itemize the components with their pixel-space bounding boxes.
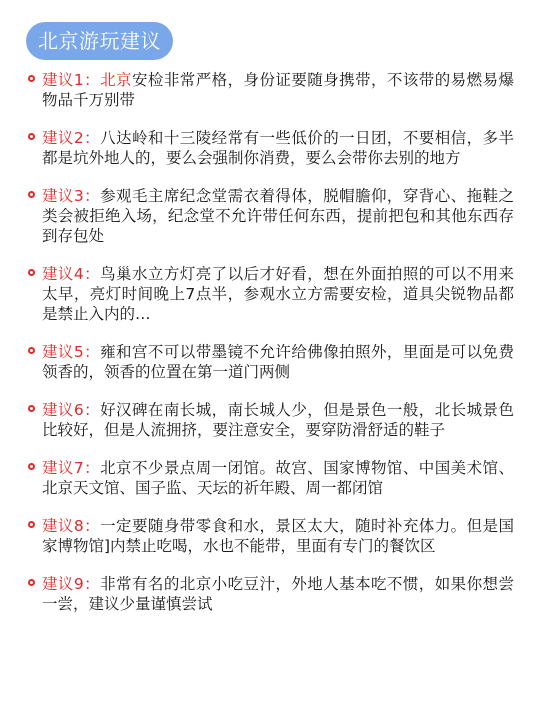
tip-label: 建议1： [42,71,101,89]
tip-text: 雍和宫不可以带墨镜不允许给佛像拍照外，里面是可以免费领香的，领香的位置在第一道门两侧 [42,343,514,381]
bullet-icon [28,405,35,412]
bullet-icon [28,521,35,528]
bullet-icon [28,347,35,354]
tip-label: 建议2： [42,129,101,147]
tip-label: 建议7： [42,459,101,477]
tip-2 [28,128,514,168]
tip-4 [28,264,514,324]
tip-1 [28,70,514,110]
tip-text: 非常有名的北京小吃豆汁，外地人基本吃不惯，如果你想尝一尝，建议少量谨慎尝试 [42,575,514,613]
bullet-icon [28,133,35,140]
tip-text: 一定要随身带零食和水，景区太大，随时补充体力。但是国家博物馆]内禁止吃喝，水也不能带，里面有专门的餐饮区 [42,517,514,555]
tip-6 [28,400,514,440]
tip-text: 参观毛主席纪念堂需衣着得体，脱帽膽仰，穿背心、拖鞋之类会被拒绝入场，纪念堂不允许带任何东西，提前把包和其他东西存到存包处 [42,187,514,245]
bullet-icon [28,75,35,82]
page-title: 北京游玩建议 [26,22,173,60]
tip-label: 建议3： [42,187,101,205]
tip-label: 建议8： [42,517,101,535]
tip-text: 好汉碑在南长城，南长城人少，但是景色一般，北长城景色比较好，但是人流拥挤，要注意安全，要穿防滑舒适的鞋子 [42,401,514,439]
tip-7 [28,458,514,498]
bullet-icon [28,463,35,470]
bullet-icon [28,191,35,198]
tip-text: 北京不少景点周一闭馆。故宫、国家博物馆、中国美术馆、北京天文馆、国子监、天坛的祈年殿、周一都闭馆 [42,459,514,497]
tip-label: 建议4： [42,265,101,283]
bullet-icon [28,579,35,586]
tip-label: 建议9： [42,575,101,593]
tip-5 [28,342,514,382]
tip-label: 建议5： [42,343,101,361]
tip-8 [28,516,514,556]
tip-highlight: 北京 [100,71,132,89]
tips-list [28,70,514,632]
tip-9 [28,574,514,614]
tip-3 [28,186,514,246]
tip-label: 建议6： [42,401,101,419]
tip-text: 鸟巢水立方灯亮了以后才好看，想在外面拍照的可以不用来太早，亮灯时间晚上7点半，参观水立方需要安检，道具尖锐物品都是禁止入内的… [42,265,514,323]
bullet-icon [28,269,35,276]
tip-text: 八达岭和十三陵经常有一些低价的一日团，不要相信，多半都是坑外地人的，要么会强制你消费，要么会带你去别的地方 [42,129,514,167]
tip-text: 安检非常严格，身份证要随身携带，不该带的易燃易爆物品千万别带 [42,71,514,109]
